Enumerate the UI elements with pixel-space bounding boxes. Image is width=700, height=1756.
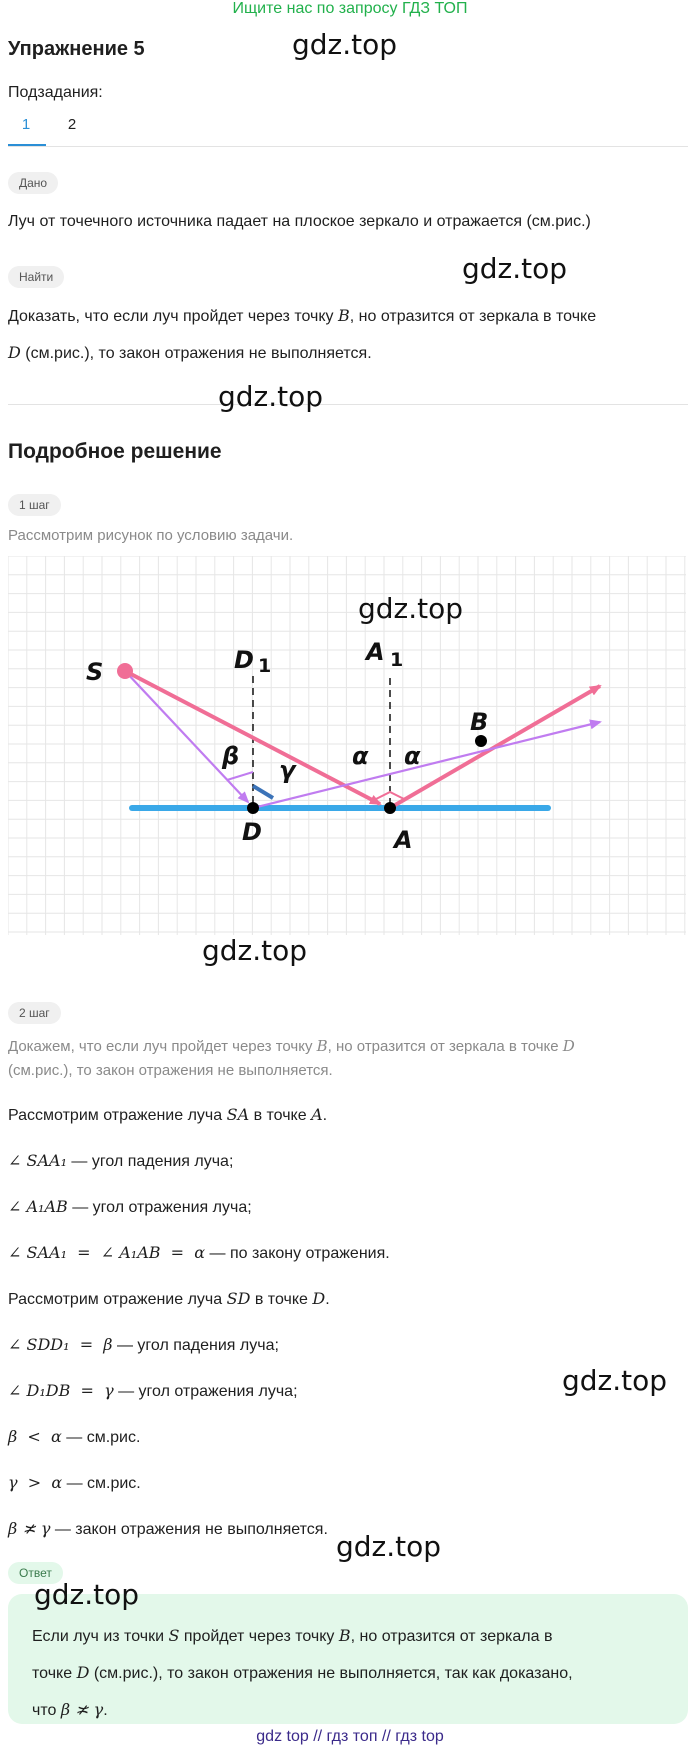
source-point-s xyxy=(117,663,133,679)
divider xyxy=(8,404,688,405)
label-a: A xyxy=(394,826,413,854)
watermark: gdz.top xyxy=(202,934,308,967)
reflection-diagram xyxy=(8,556,686,935)
label-alpha-left: α xyxy=(352,742,369,770)
page-title: Упражнение 5 xyxy=(8,38,145,60)
proof-line: β ≭ γ — закон отражения не выполняется. xyxy=(8,1519,328,1538)
footer-links[interactable]: gdz top // гдз топ // гдз top xyxy=(256,1728,444,1745)
watermark: gdz.top xyxy=(462,252,568,285)
label-gamma: γ xyxy=(279,756,296,784)
proof-line: β < α — см.рис. xyxy=(8,1427,141,1446)
given-text: Луч от точечного источника падает на плоское зеркало и отражается (см.рис.) xyxy=(8,213,591,230)
find-pill: Найти xyxy=(8,266,64,288)
proof-line: Рассмотрим отражение луча SD в точке D. xyxy=(8,1289,330,1308)
proof-line: ∠ SDD₁ = β — угол падения луча; xyxy=(8,1335,279,1354)
label-s: S xyxy=(86,658,104,686)
watermark: gdz.top xyxy=(562,1364,668,1397)
proof-line: ∠ SAA₁ = ∠ A₁AB = α — по закону отражения. xyxy=(8,1243,390,1262)
given-pill: Дано xyxy=(8,172,58,194)
proof-line: ∠ SAA₁ — угол падения луча; xyxy=(8,1151,234,1170)
answer-pill: Ответ xyxy=(8,1562,63,1584)
label-alpha-right: α xyxy=(404,742,421,770)
ray-s-to-d xyxy=(125,671,248,802)
divider xyxy=(8,146,688,147)
find-text: Доказать, что если луч пройдет через точку B, но отразится от зеркала в точке D (см.рис.), то закон отражения не выполняется. xyxy=(8,306,597,362)
label-b: B xyxy=(470,708,489,736)
gamma-mark xyxy=(253,786,273,798)
label-d1: D xyxy=(234,646,254,674)
label-beta: β xyxy=(222,742,240,770)
tab-subtask-1[interactable]: 1 xyxy=(21,116,31,133)
label-a1-sub: 1 xyxy=(390,649,404,671)
grid xyxy=(8,556,686,935)
search-banner: Ищите нас по запросу ГДЗ ТОП xyxy=(232,0,468,17)
beta-arc xyxy=(227,772,253,780)
proof-line: ∠ D₁DB = γ — угол отражения луча; xyxy=(8,1381,298,1400)
subtasks-label: Подзадания: xyxy=(8,84,103,101)
reflection-figure xyxy=(8,556,686,935)
step1-pill: 1 шаг xyxy=(8,494,61,516)
point-a xyxy=(384,802,396,814)
answer-text: Если луч из точки S пройдет через точку B, но отразится от зеркала в точке D (см.рис.), то закон отражения не выполняется, так как доказано, что β ≭ γ. xyxy=(32,1626,573,1719)
solution-heading: Подробное решение xyxy=(8,440,222,463)
watermark: gdz.top xyxy=(292,28,398,61)
label-d1-sub: 1 xyxy=(258,655,272,677)
step1-text: Рассмотрим рисунок по условию задачи. xyxy=(8,527,294,544)
point-b xyxy=(475,735,487,747)
watermark: gdz.top xyxy=(34,1578,140,1611)
watermark: gdz.top xyxy=(218,380,324,413)
proof-line: γ > α — см.рис. xyxy=(8,1473,141,1492)
step2-pill: 2 шаг xyxy=(8,1002,61,1024)
watermark: gdz.top xyxy=(336,1530,442,1563)
label-d: D xyxy=(242,818,262,846)
tab-subtask-2[interactable]: 2 xyxy=(67,116,77,133)
proof-line: Рассмотрим отражение луча SA в точке A. xyxy=(8,1105,328,1124)
step2-proof xyxy=(8,1092,688,1552)
proof-line: ∠ A₁AB — угол отражения луча; xyxy=(8,1197,252,1216)
label-a1: A xyxy=(366,638,385,666)
point-d xyxy=(247,802,259,814)
step2-grey-text: Докажем, что если луч пройдет через точку B, но отразится от зеркала в точке D (см.рис.), то закон отражения не выполняется. xyxy=(8,1037,575,1079)
watermark: gdz.top xyxy=(358,592,464,625)
